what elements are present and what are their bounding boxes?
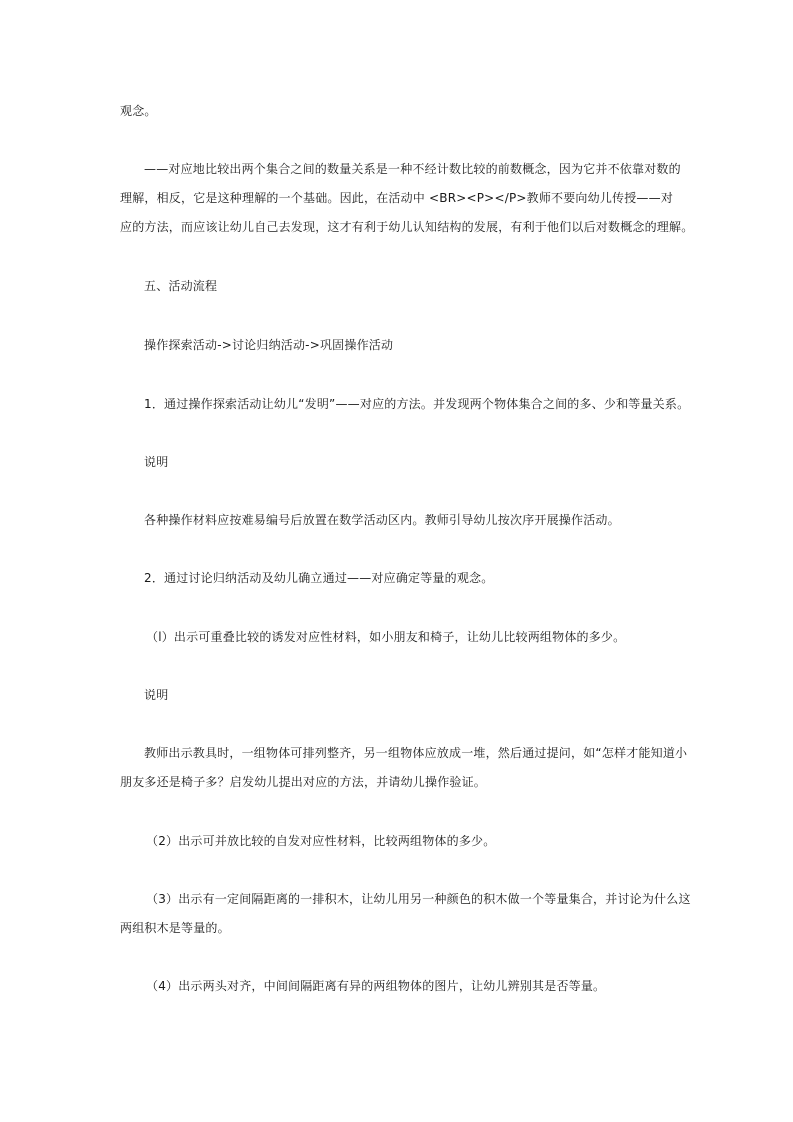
text-line: ——对应地比较出两个集合之间的数量关系是一种不经计数比较的前数概念，因为它并不依靠对数的 (144, 162, 681, 176)
section-heading: 五、活动流程 (144, 279, 218, 293)
text-line: （2）出示可并放比较的自发对应性材料，比较两组物体的多少。 (146, 834, 496, 848)
text-line: 应的方法，而应该让幼儿自己去发现，这才有利于幼儿认知结构的发展，有利于他们以后对数概念的理解。 (120, 220, 694, 234)
text-line: 观念。 (120, 104, 157, 118)
text-line: 两组积木是等量的。 (120, 921, 230, 935)
text-line: 教师出示教具时，一组物体可排列整齐，另一组物体应放成一堆，然后通过提问，如“怎样才能知道小 (144, 746, 688, 760)
text-line: 1．通过操作探索活动让幼儿“发明”——对应的方法。并发现两个物体集合之间的多、少和等量关系。 (144, 397, 690, 411)
text-line: （l）出示可重叠比较的诱发对应性材料，如小朋友和椅子，让幼儿比较两组物体的多少。 (146, 630, 626, 644)
text-line: 操作探索活动->讨论归纳活动->巩固操作活动 (144, 338, 394, 352)
text-line: 理解，相反，它是这种理解的一个基础。因此，在活动中 <BR><P></P>教师不要向幼儿传授——对 (120, 191, 674, 205)
text-line: 各种操作材料应按难易编号后放置在数学活动区内。教师引导幼儿按次序开展操作活动。 (144, 513, 620, 527)
text-line: （4）出示两头对齐，中间间隔距离有异的两组物体的图片，让幼儿辨别其是否等量。 (146, 979, 606, 993)
text-line: 朋友多还是椅子多？启发幼儿提出对应的方法，并请幼儿操作验证。 (120, 775, 487, 789)
text-line: 2．通过讨论归纳活动及幼儿确立通过——对应确定等量的观念。 (144, 571, 494, 585)
text-line: （3）出示有一定间隔距离的一排积木，让幼儿用另一种颜色的积木做一个等量集合，并讨论为什么这 (146, 892, 691, 906)
note-heading: 说明 (144, 455, 169, 469)
note-heading: 说明 (144, 688, 169, 702)
